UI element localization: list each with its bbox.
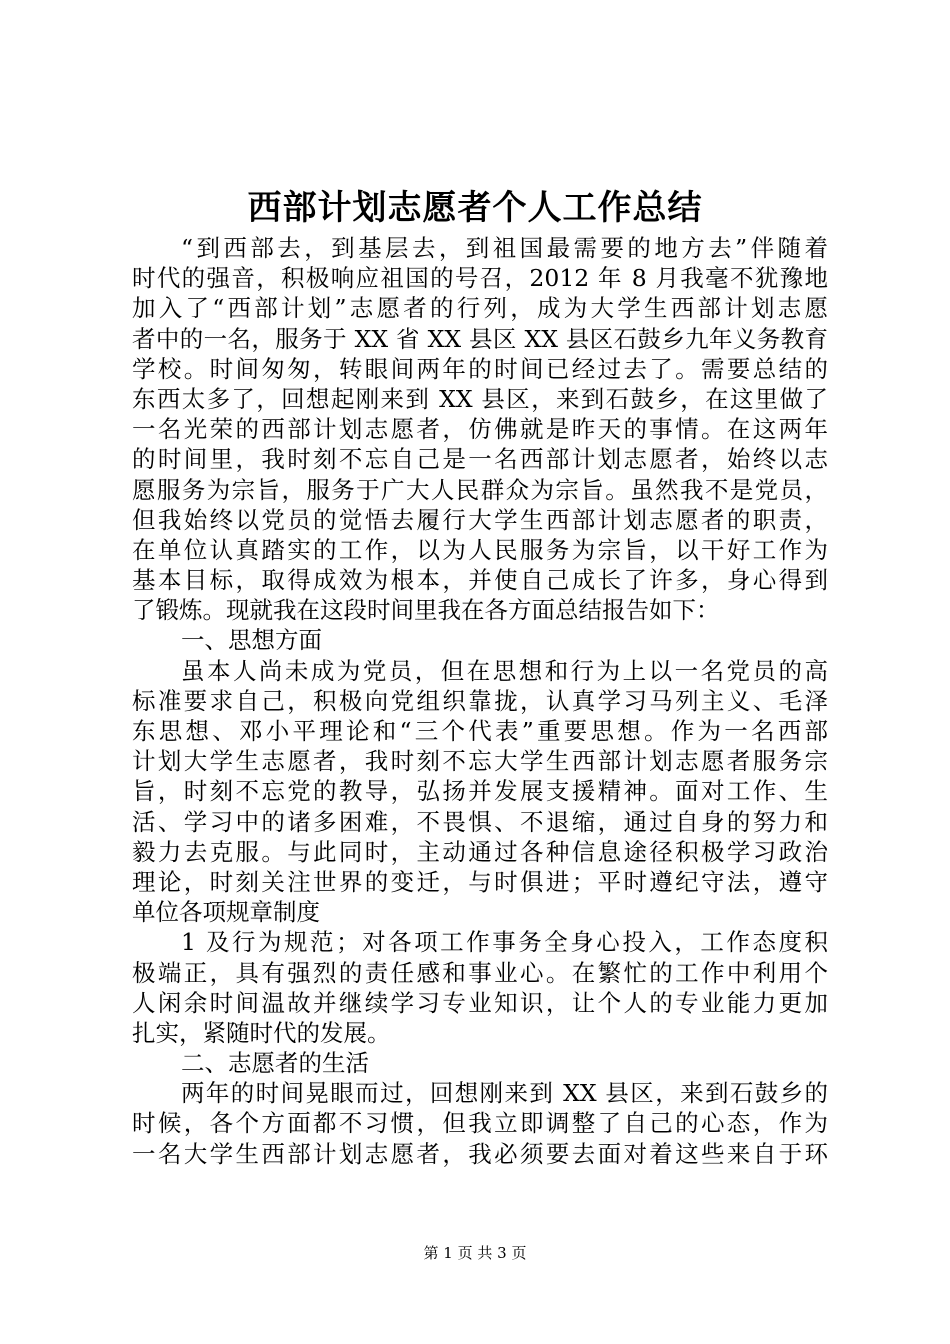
- text-line: 在单位认真踏实的工作，以为人民服务为宗旨，以干好工作为: [132, 535, 828, 564]
- text-line: 活、学习中的诸多困难，不畏惧、不退缩，通过自身的努力和: [132, 807, 828, 836]
- text-line: 基本目标，取得成效为根本，并使自己成长了许多，身心得到: [132, 566, 828, 595]
- text-line: 但我始终以党员的觉悟去履行大学生西部计划志愿者的职责，: [132, 505, 828, 534]
- text-line: 毅力去克服。与此同时，主动通过各种信息途径积极学习政治: [132, 837, 828, 866]
- text-line: 了锻炼。现就我在这段时间里我在各方面总结报告如下：: [132, 596, 720, 625]
- text-line: 旨，时刻不忘党的教导，弘扬并发展支援精神。面对工作、生: [132, 777, 828, 806]
- text-line: 加入了“西部计划”志愿者的行列，成为大学生西部计划志愿: [132, 294, 828, 323]
- text-line: 两年的时间晃眼而过，回想刚来到 XX 县区，来到石鼓乡的: [181, 1079, 828, 1108]
- text-line: 愿服务为宗旨，服务于广大人民群众为宗旨。虽然我不是党员，: [132, 475, 828, 504]
- text-line: 学校。时间匆匆，转眼间两年的时间已经过去了。需要总结的: [132, 354, 828, 383]
- text-line: 人闲余时间温故并继续学习专业知识，让个人的专业能力更加: [132, 988, 828, 1017]
- text-line: 时候，各个方面都不习惯，但我立即调整了自己的心态，作为: [132, 1109, 828, 1138]
- text-line: 理论，时刻关注世界的变迁，与时俱进；平时遵纪守法，遵守: [132, 867, 828, 896]
- text-line: 的时间里，我时刻不忘自己是一名西部计划志愿者，始终以志: [132, 445, 828, 474]
- text-line: 时代的强音，积极响应祖国的号召，2012 年 8 月我毫不犹豫地: [132, 264, 828, 293]
- text-line: 极端正，具有强烈的责任感和事业心。在繁忙的工作中利用个: [132, 958, 828, 987]
- text-line: 一名大学生西部计划志愿者，我必须要去面对着这些来自于环: [132, 1139, 828, 1168]
- text-line: 单位各项规章制度: [132, 898, 320, 927]
- text-line: 者中的一名，服务于 XX 省 XX 县区 XX 县区石鼓乡九年义务教育: [132, 324, 828, 353]
- text-line: 一、思想方面: [181, 626, 322, 655]
- text-line: 二、志愿者的生活: [181, 1049, 369, 1078]
- text-line: 1 及行为规范；对各项工作事务全身心投入，工作态度积: [181, 928, 828, 957]
- text-line: 东思想、邓小平理论和“三个代表”重要思想。作为一名西部: [132, 717, 828, 745]
- text-line: 东西太多了，回想起刚来到 XX 县区，来到石鼓乡，在这里做了: [132, 384, 828, 413]
- document-body: [132, 233, 828, 1169]
- document-title: 西部计划志愿者个人工作总结: [247, 188, 703, 228]
- text-line: 一名光荣的西部计划志愿者，仿佛就是昨天的事情。在这两年: [132, 415, 828, 444]
- text-line: “到西部去，到基层去，到祖国最需要的地方去”伴随着: [181, 234, 828, 262]
- text-line: 标准要求自己，积极向党组织靠拢，认真学习马列主义、毛泽: [132, 686, 828, 715]
- text-line: 虽本人尚未成为党员，但在思想和行为上以一名党员的高: [181, 656, 828, 685]
- page-footer: 第 1 页 共 3 页: [423, 1244, 527, 1262]
- text-line: 扎实，紧随时代的发展。: [132, 1018, 391, 1047]
- text-line: 计划大学生志愿者，我时刻不忘大学生西部计划志愿者服务宗: [132, 747, 828, 776]
